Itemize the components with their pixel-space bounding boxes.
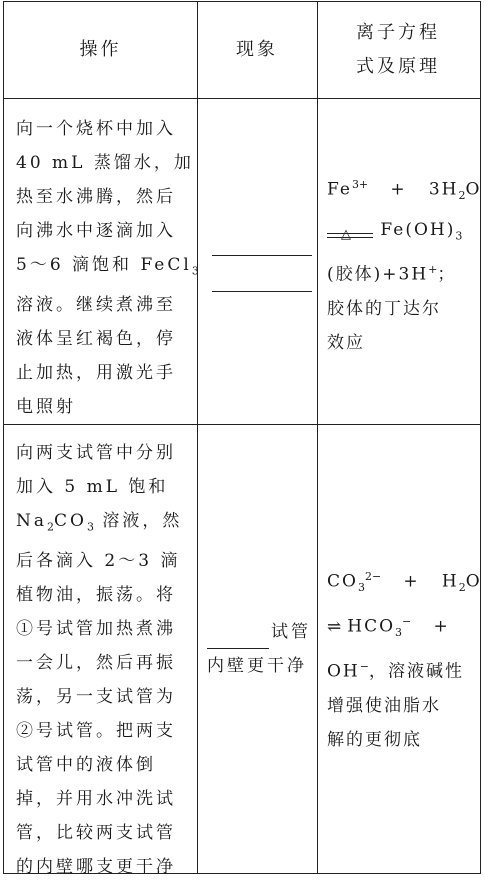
row2-operation: [4, 436, 197, 884]
row2-principle: 增强使油脂水: [327, 695, 441, 716]
co3-charge: 2−: [364, 570, 382, 583]
row2-phen-line2: 内壁更干净: [207, 656, 307, 676]
row2-op-line: ①号试管加热煮沸: [16, 619, 176, 640]
h-charge: +: [428, 263, 438, 277]
plus-sign: +: [403, 571, 420, 592]
hco3: HCO: [347, 616, 396, 637]
header-phenomenon-label: 现象: [236, 39, 278, 60]
water-o: O: [465, 571, 482, 592]
row1-op-line: 热至水沸腾，然后: [16, 187, 176, 207]
column-divider-1: [197, 2, 198, 873]
row2-phen-line1: 试管: [271, 622, 311, 642]
reversible-arrow-icon: ⇌: [327, 616, 342, 637]
header-operation-label: 操作: [79, 39, 122, 60]
heat-triangle-icon: △: [341, 226, 353, 242]
row2-op-line: 掉，并用水冲洗试: [16, 789, 176, 810]
hco3-sub: 3: [395, 626, 403, 640]
fecl3-subscript: 3: [191, 264, 199, 278]
row2-op-line: 植物油，振荡。将: [16, 585, 176, 606]
co3-sub: 3: [357, 581, 365, 595]
row1-eq-line2: [327, 213, 479, 253]
header-operation: [4, 2, 197, 98]
row1-op-line: [16, 248, 197, 288]
row2-op-line: 荡，另一支试管为: [16, 687, 176, 708]
row1-eq-line1: [327, 168, 482, 213]
row2-eq-line2: [327, 605, 479, 650]
row1-op-line: 40 mL 蒸馏水，加: [16, 153, 194, 173]
row1-op-line: 电照射: [16, 397, 76, 418]
row2-op-line: 管，比较两支试管: [16, 823, 176, 844]
water-o: O: [465, 179, 482, 200]
water-h: H: [441, 571, 459, 592]
water-sub: 2: [458, 581, 466, 595]
row1-op-line: 液体呈红褐色，停: [16, 329, 176, 350]
fe-charge: 3+: [351, 178, 369, 191]
row1-op-line: 向一个烧杯中加入: [16, 119, 176, 139]
header-divider: [4, 98, 480, 99]
row2-phenomenon: [207, 615, 311, 683]
fe: Fe: [327, 179, 352, 200]
row1-operation: [4, 112, 197, 424]
oh-charge: −: [359, 660, 369, 674]
header-equation: [317, 2, 479, 98]
row2-op-line: 试管中的液体倒: [16, 755, 156, 776]
water-h: 3H: [428, 179, 459, 200]
row2-op-line: 向两支试管中分别: [16, 443, 176, 463]
hco3-charge: −: [402, 615, 412, 629]
row1-principle: 胶体的丁达尔: [327, 299, 441, 320]
row2-op-line: [16, 504, 197, 544]
co: CO: [54, 511, 87, 531]
oh: OH: [327, 661, 360, 682]
row2-answer-blank: [207, 630, 269, 649]
row1-answer-blank-1: [212, 255, 312, 256]
row2-op-line: 加入 5 mL 饱和: [16, 477, 169, 497]
row1-principle: 效应: [327, 333, 365, 354]
semicolon: ；: [437, 265, 457, 286]
row2-principle: 解的更彻底: [327, 729, 422, 750]
fe-oh-product: Fe(OH): [380, 220, 456, 241]
heat-arrow-icon: [327, 220, 373, 242]
row1-op-line: 止加热，用激光手: [16, 363, 176, 384]
plus-sign: +: [390, 179, 407, 200]
row2-op-line: ②号试管。把两支: [16, 721, 176, 742]
header-phenomenon: [197, 2, 317, 98]
row1-op-fecl3: 5～6 滴饱和 FeCl: [16, 255, 192, 275]
water-sub: 2: [458, 189, 466, 203]
oh-rest: ，溶液碱性: [368, 661, 464, 682]
row1-op-line: 向沸水中逐滴加入: [16, 221, 176, 241]
co-sub: 3: [86, 520, 94, 534]
row2-eq-line3: [327, 650, 479, 689]
na2co3-rest: 溶液，然: [93, 511, 183, 531]
header-equation-line1: 离子方程: [356, 22, 440, 43]
row2-equation: [317, 560, 482, 757]
row1-answer-blank-2: [212, 291, 312, 292]
row2-op-line: 的内壁哪支更干净: [16, 857, 176, 878]
row1-equation: [317, 168, 482, 360]
row2-op-line: 一会儿，然后再振: [16, 653, 176, 674]
row1-op-line: 溶液。继续煮沸至: [16, 295, 176, 316]
fe-oh-sub: 3: [455, 229, 463, 243]
colloid-h-plus: (胶体)+3H: [327, 265, 429, 286]
header-equation-line2: 式及原理: [356, 56, 440, 77]
experiment-table: [3, 1, 482, 878]
row2-op-line: 后各滴入 2～3 滴: [16, 551, 181, 572]
plus-sign: +: [433, 616, 450, 637]
na: Na: [16, 511, 48, 531]
co3: CO: [327, 571, 358, 592]
row2-eq-line1: [327, 560, 482, 605]
na-sub: 2: [47, 520, 55, 534]
row1-eq-line3: [327, 253, 479, 292]
